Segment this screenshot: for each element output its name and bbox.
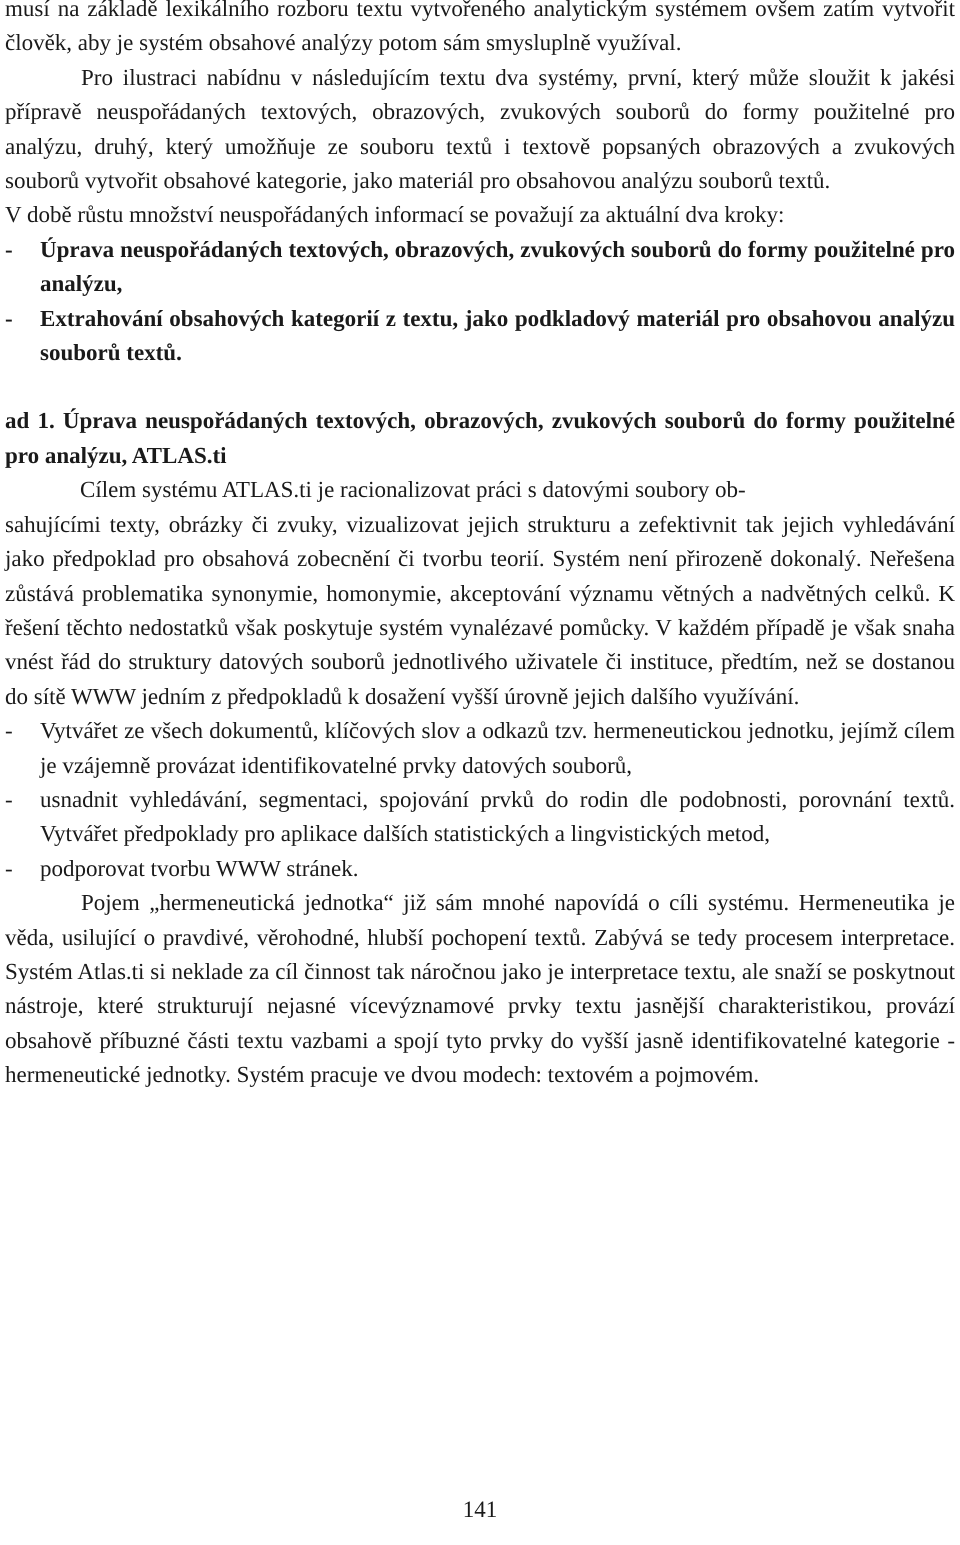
- section-body: sahujícími texty, obrázky či zvuky, vizualizovat jejich strukturu a zefektivnit tak jejich vyhledávání jako předpoklad pro obsahová zobecnění či tvorbu teorií. Systém není přirozeně dokonalý. Neřešena zůstává problematika synonymie, homonymie, akceptování významu větných a nadvětných celků. K řešení těchto nedostatků však poskytuje systém vynalézavé pomůcky. V každém případě je však snaha vnést řád do struktury datových souborů jednotlivého uživatele či instituce, předtím, než se dostanou do sítě WWW jedním z předpokladů k dosažení vyšší úrovně jejich dalšího využívání.: [5, 511, 955, 709]
- intro-paragraph: Pro ilustraci nabídnu v následujícím textu dva systémy, první, který může sloužit k jakési přípravě neuspořádaných textových, obrazových, zvukových souborů do formy použitelné pro analýzu, druhý, který umožňuje ze souboru textů i textově popsaných obrazových a zvukových souborů vytvořit obsahové kategorie, jako materiál pro obsahovou analýzu souborů textů.: [5, 64, 955, 194]
- dash-bullet: -: [5, 305, 13, 331]
- goal-text: usnadnit vyhledávání, segmentaci, spojování prvků do rodin dle podobnosti, porovnání textů. Vytvářet předpoklady pro aplikace dalších statistických a lingvistických metod,: [40, 786, 955, 847]
- page-number: 141: [462, 1497, 498, 1522]
- goal-text: Vytvářet ze všech dokumentů, klíčových slov a odkazů tzv. hermeneutickou jednotku, jejímž cílem je vzájemně provázat identifikovatelné prvky datových souborů,: [40, 718, 955, 778]
- step-item: [5, 302, 955, 371]
- goals-list: [5, 714, 955, 886]
- document-page: [5, 0, 955, 1093]
- section-heading: ad 1. Úprava neuspořádaných textových, obrazových, zvukových souborů do formy použitelné pro analýzu, ATLAS.ti: [5, 408, 955, 468]
- intro-paragraph-continued: musí na základě lexikálního rozboru textu vytvořeného analytickým systémem ovšem zatím vytvořit člověk, aby je systém obsahové analýzy potom sám smysluplně využíval.: [5, 0, 955, 56]
- section-lead-line: Cílem systému ATLAS.ti je racionalizovat práci s datovými soubory ob-: [80, 477, 746, 503]
- goal-text: podporovat tvorbu WWW stránek.: [40, 855, 359, 881]
- dash-bullet: -: [5, 786, 13, 812]
- dash-bullet: -: [5, 236, 13, 262]
- goal-item: [5, 783, 955, 852]
- dash-bullet: -: [5, 718, 13, 744]
- goal-item: [5, 714, 955, 783]
- step-text: Extrahování obsahových kategorií z textu, jako podkladový materiál pro obsahovou analýzu souborů textů.: [40, 305, 955, 366]
- steps-intro-paragraph: V době růstu množství neuspořádaných informací se považují za aktuální dva kroky:: [5, 202, 785, 228]
- step-item: [5, 233, 955, 302]
- dash-bullet: -: [5, 855, 13, 881]
- steps-list: [5, 233, 955, 371]
- goal-item: [5, 852, 955, 886]
- step-text: Úprava neuspořádaných textových, obrazových, zvukových souborů do formy použitelné pro analýzu,: [40, 236, 955, 297]
- closing-paragraph: Pojem „hermeneutická jednotka“ již sám mnohé napovídá o cíli systému. Hermeneutika je věda, usilující o pravdivé, věrohodné, hlubší pochopení textů. Zabývá se tedy procesem interpretace. Systém Atlas.ti si neklade za cíl činnost tak náročnou jako je interpretace textu, ale snaží se poskytnout nástroje, které strukturují nejasné vícevýznamové prvky textu jasnější charakteristikou, provází obsahově příbuzné části textu vazbami a spojí tyto prvky do vyšší jasně identifikovatelné kategorie - hermeneutické jednotky. Systém pracuje ve dvou modech: textovém a pojmovém.: [5, 890, 955, 1088]
- spacer: [5, 370, 955, 404]
